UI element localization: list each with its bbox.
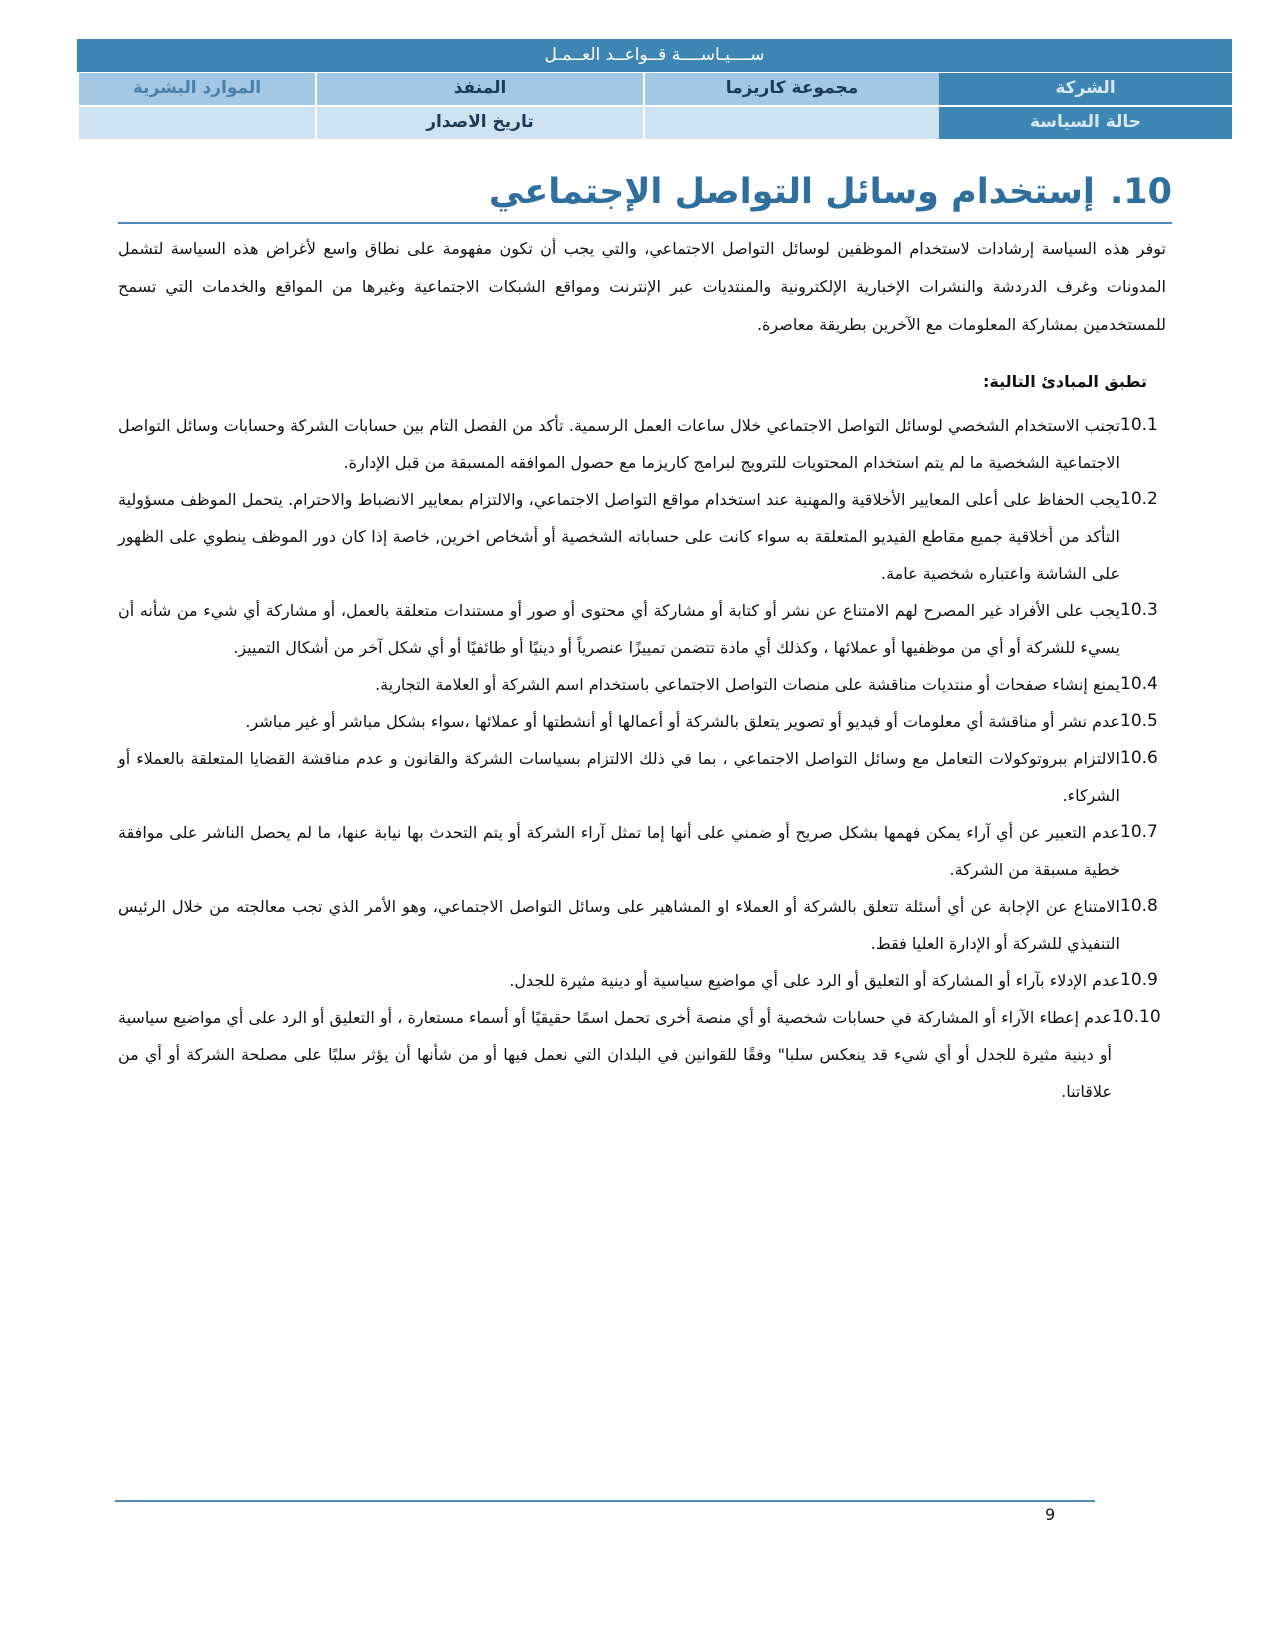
item-number: 10.5 bbox=[1120, 711, 1158, 731]
principles-lead: تطبق المبادئ التالية: bbox=[983, 372, 1147, 391]
header-row-1 bbox=[77, 73, 1232, 107]
company-value: مجموعة كاريزما bbox=[643, 73, 939, 105]
list-item bbox=[118, 888, 1176, 962]
item-text: عدم الإدلاء بآراء أو المشاركة أو التعليق أو الرد على أي مواضيع سياسية أو دينية مثيرة للجدل. bbox=[509, 971, 1120, 990]
item-number: 10.3 bbox=[1120, 600, 1158, 620]
list-item bbox=[118, 740, 1176, 814]
item-number: 10.7 bbox=[1120, 822, 1158, 842]
item-text: يجب على الأفراد غير المصرح لهم الامتناع عن نشر أو كتابة أو مشاركة أي محتوى أو صور أو مستندات متعلقة بالعمل، أو مشاركة أي شيء من شأنه أن يسيء للشركة أو أي من موظفيها أو عملائها ، وكذلك أي مادة تتضمن تمييزًا عنصرياً أو دينيًا أو طائفيًا أو أي شكل آخر من أشكال التمييز. bbox=[118, 601, 1120, 657]
policy-status-label: حالة السياسة bbox=[939, 107, 1232, 139]
list-item bbox=[118, 999, 1176, 1110]
item-text: عدم نشر أو مناقشة أي معلومات أو فيديو أو تصوير يتعلق بالشركة أو أعمالها أو أنشطتها أو عملائها ،سواء بشكل مباشر أو غير مباشر. bbox=[245, 712, 1120, 731]
list-item bbox=[118, 592, 1176, 666]
item-number: 10.10 bbox=[1112, 1007, 1161, 1027]
list-item bbox=[118, 407, 1176, 481]
item-number: 10.9 bbox=[1120, 970, 1158, 990]
policy-status-value bbox=[643, 107, 939, 139]
policy-title: ســــيـاســــة قــواعــد العــمـل bbox=[77, 39, 1232, 73]
list-item bbox=[118, 962, 1176, 999]
item-text: عدم إعطاء الآراء أو المشاركة في حسابات شخصية أو أي منصة أخرى تحمل اسمًا حقيقيًا أو أسماء مستعارة ، أو التعليق أو الرد على أي مواضيع سياسية أو دينية مثيرة للجدل أو أي شيء قد ينعكس سلبا" وفقًا للقوانين في البلدان التي نعمل فيها أو من شأنها أن يؤثر سلبًا على مصلحة الشركة أو أي من علاقاتنا. bbox=[118, 1008, 1112, 1101]
footer-divider bbox=[115, 1500, 1095, 1502]
item-number: 10.8 bbox=[1120, 896, 1158, 916]
item-number: 10.1 bbox=[1120, 415, 1158, 435]
item-text: عدم التعبير عن أي آراء يمكن فهمها بشكل صريح أو ضمني على أنها إما تمثل آراء الشركة أو يتم التحدث بها نيابة عنها، ما لم يحصل الناشر على موافقة خطية مسبقة من الشركة. bbox=[118, 823, 1120, 879]
list-item bbox=[118, 814, 1176, 888]
item-text: الامتناع عن الإجابة عن أي أسئلة تتعلق بالشركة أو العملاء او المشاهير على وسائل التواصل الاجتماعي، وهو الأمر الذي تجب معالجته من خلال الرئيس التنفيذي للشركة أو الإدارة العليا فقط. bbox=[118, 897, 1120, 953]
list-item bbox=[118, 666, 1176, 703]
header-row-2 bbox=[77, 107, 1232, 141]
principles-list bbox=[118, 407, 1176, 1110]
item-number: 10.6 bbox=[1120, 748, 1158, 768]
section-number: 10. bbox=[1109, 172, 1172, 212]
issue-date-label: تاريخ الاصدار bbox=[315, 107, 643, 139]
item-text: الالتزام ببروتوكولات التعامل مع وسائل التواصل الاجتماعي ، بما في ذلك الالتزام بسياسات الشركة والقانون و عدم مناقشة القضايا المتعلقة بالعملاء أو الشركاء. bbox=[118, 749, 1120, 805]
item-number: 10.2 bbox=[1120, 489, 1158, 509]
issue-date-value bbox=[77, 107, 315, 139]
section-heading bbox=[118, 172, 1172, 224]
executor-value: الموارد البشرية bbox=[77, 73, 315, 105]
section-title: إستخدام وسائل التواصل الإجتماعي bbox=[488, 172, 1095, 212]
item-number: 10.4 bbox=[1120, 674, 1158, 694]
executor-label: المنفذ bbox=[315, 73, 643, 105]
list-item bbox=[118, 703, 1176, 740]
page-number: 9 bbox=[1045, 1505, 1056, 1524]
policy-header-table bbox=[77, 39, 1232, 141]
item-text: يجب الحفاظ على أعلى المعايير الأخلاقية والمهنية عند استخدام مواقع التواصل الاجتماعي، والالتزام بمعايير الانضباط والاحترام. يتحمل الموظف مسؤولية التأكد من أخلاقية جميع مقاطع الفيديو المتعلقة به سواء كانت على حساباته الشخصية أو أشخاص اخرين, خاصة إذا كان دور الموظف ينطوي على الظهور على الشاشة واعتباره شخصية عامة. bbox=[118, 490, 1120, 583]
item-text: تجنب الاستخدام الشخصي لوسائل التواصل الاجتماعي خلال ساعات العمل الرسمية. تأكد من الفصل التام بين حسابات الشركة وحسابات وسائل التواصل الاجتماعية الشخصية ما لم يتم استخدام المحتويات للترويج لبرامج كاريزما مع حصول الموافقه المسبقة من قبل الإدارة. bbox=[118, 416, 1120, 472]
item-text: يمنع إنشاء صفحات أو منتديات مناقشة على منصات التواصل الاجتماعي باستخدام اسم الشركة أو العلامة التجارية. bbox=[375, 675, 1120, 694]
list-item bbox=[118, 481, 1176, 592]
section-intro: توفر هذه السياسة إرشادات لاستخدام الموظفين لوسائل التواصل الاجتماعي، والتي يجب أن تكون مفهومة على نطاق واسع لأغراض هذه السياسة لتشمل المدونات وغرف الدردشة والنشرات الإخبارية الإلكترونية والمنتديات عبر الإنترنت ومواقع الشبكات الاجتماعية وغيرها من المواقع والخدمات التي تسمح للمستخدمين بمشاركة المعلومات مع الآخرين بطريقة معاصرة. bbox=[118, 239, 1166, 334]
company-label: الشركة bbox=[939, 73, 1232, 105]
